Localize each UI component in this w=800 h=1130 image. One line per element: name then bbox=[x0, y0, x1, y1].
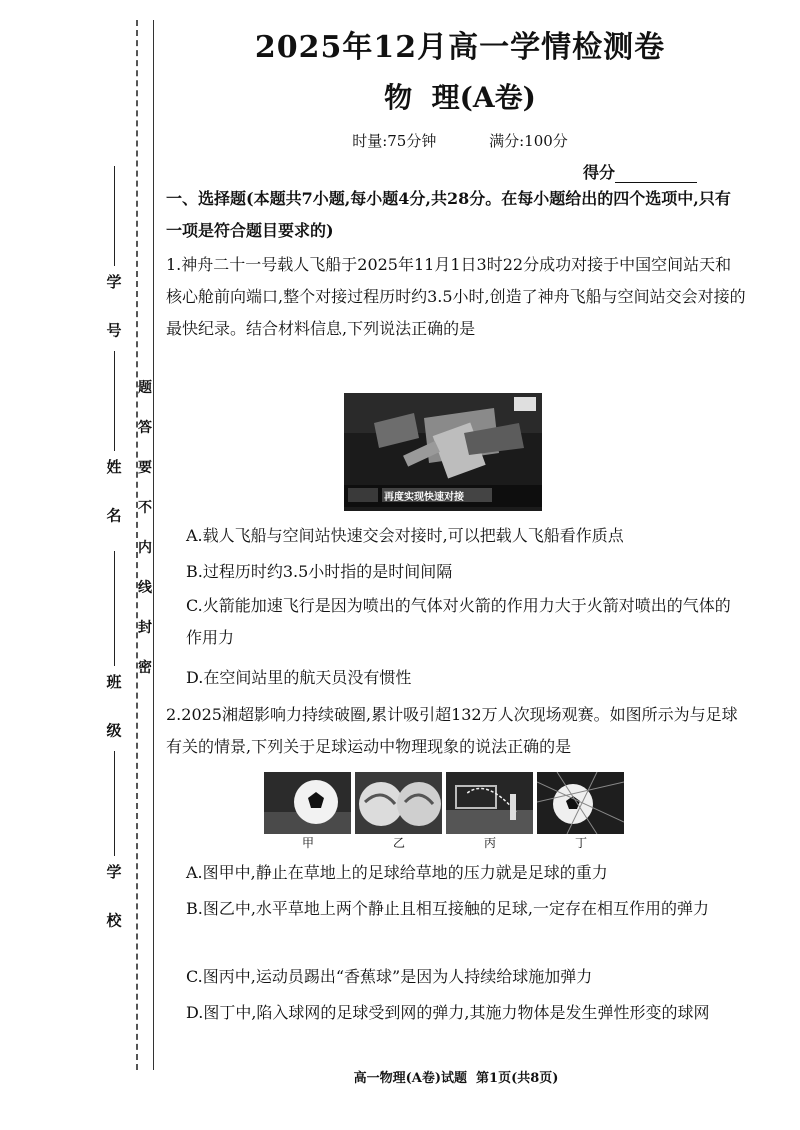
ball-in-net-graphic bbox=[537, 772, 624, 834]
warning-char: 内 bbox=[138, 540, 152, 556]
seal-line-warning bbox=[137, 368, 153, 688]
photo-bing bbox=[446, 772, 533, 834]
q1-option-a: A.载人飞船与空间站快速交会对接时,可以把载人飞船看作质点 bbox=[186, 526, 624, 545]
question-1-stem: 1.神舟二十一号载人飞船于2025年11月1日3时22分成功对接于中国空间站天和核心舱前向端口,整个对接过程历时约3.5小时,创造了神舟飞船与空间站交会对接的最快纪录。结合材料信息,下列说法正确的是 bbox=[166, 255, 746, 338]
caption-jia: 甲 bbox=[301, 836, 314, 850]
time-limit: 时量:75分钟 bbox=[352, 132, 437, 150]
two-balls-graphic bbox=[355, 772, 442, 834]
exam-meta bbox=[180, 130, 740, 151]
binding-solid-line bbox=[153, 20, 154, 1070]
score-label: 得分 bbox=[583, 163, 616, 182]
banana-kick-graphic bbox=[446, 772, 533, 834]
full-score: 满分:100分 bbox=[489, 132, 568, 150]
exam-subtitle: 物 理(A卷) bbox=[384, 81, 536, 114]
student-id-field bbox=[100, 160, 128, 351]
caption-ding: 丁 bbox=[574, 836, 587, 850]
school-field bbox=[100, 745, 128, 941]
warning-char: 线 bbox=[138, 580, 152, 596]
q2-option-d: D.图丁中,陷入球网的足球受到网的弹力,其施力物体是发生弹性形变的球网 bbox=[186, 1003, 710, 1022]
warning-char: 不 bbox=[138, 500, 152, 516]
student-id-label: 学 号 bbox=[104, 274, 123, 352]
ball-on-grass-graphic bbox=[264, 772, 351, 834]
q2-option-b: B.图乙中,水平草地上两个静止且相互接触的足球,一定存在相互作用的弹力 bbox=[186, 899, 710, 918]
page-footer: 高一物理(A卷)试题 第1页(共8页) bbox=[353, 1071, 559, 1086]
caption-bing: 丙 bbox=[483, 836, 496, 850]
score-blank[interactable] bbox=[615, 166, 697, 183]
warning-char: 答 bbox=[138, 420, 152, 436]
school-blank bbox=[114, 751, 115, 856]
exam-title: 2025年12月高一学情检测卷 bbox=[254, 30, 666, 65]
section-heading: 一、选择题(本题共7小题,每小题4分,共28分。在每小题给出的四个选项中,只有一项是符合题目要求的) bbox=[166, 189, 731, 240]
q2-option-a: A.图甲中,静止在草地上的足球给草地的压力就是足球的重力 bbox=[186, 863, 608, 882]
photo-ding bbox=[537, 772, 624, 834]
q1-option-c: C.火箭能加速飞行是因为喷出的气体对火箭的作用力大于火箭对喷出的气体的作用力 bbox=[186, 596, 731, 647]
q1-option-d: D.在空间站里的航天员没有惯性 bbox=[186, 668, 412, 687]
name-blank bbox=[114, 351, 115, 451]
warning-char: 要 bbox=[138, 460, 152, 476]
photo-yi bbox=[355, 772, 442, 834]
question-2-stem: 2.2025湘超影响力持续破圈,累计吸引超132万人次现场观赛。如图所示为与足球有关的情景,下列关于足球运动中物理现象的说法正确的是 bbox=[166, 705, 738, 756]
football-photo-strip bbox=[264, 772, 626, 834]
class-blank bbox=[114, 551, 115, 666]
q1-option-b: B.过程历时约3.5小时指的是时间间隔 bbox=[186, 562, 453, 581]
name-field bbox=[100, 345, 128, 536]
student-id-blank bbox=[114, 166, 115, 266]
score-field bbox=[583, 160, 697, 183]
class-label: 班 级 bbox=[104, 674, 123, 752]
photo-jia bbox=[264, 772, 351, 834]
warning-char: 封 bbox=[138, 620, 152, 636]
warning-char: 密 bbox=[138, 660, 152, 676]
warning-char: 题 bbox=[138, 380, 152, 396]
school-label: 学 校 bbox=[104, 864, 123, 942]
q2-option-c: C.图丙中,运动员踢出“香蕉球”是因为人持续给球施加弹力 bbox=[186, 967, 593, 986]
caption-yi: 乙 bbox=[392, 836, 405, 850]
docking-photo-caption: 再度实现快速对接 bbox=[384, 492, 464, 503]
class-field bbox=[100, 545, 128, 751]
name-label: 姓 名 bbox=[104, 459, 123, 537]
